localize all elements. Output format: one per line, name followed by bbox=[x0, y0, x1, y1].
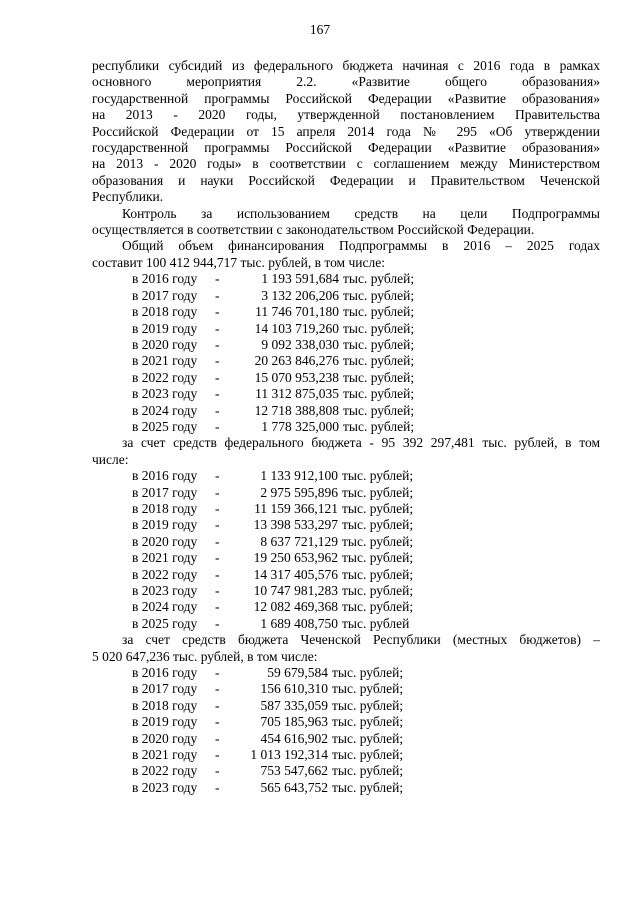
list-item: в 2017 году - 3 132 206,206 тыс. рублей; bbox=[132, 287, 415, 303]
year-label: в 2018 году bbox=[132, 500, 198, 516]
unit-label: тыс. рублей; bbox=[342, 517, 414, 533]
year-label: в 2021 году bbox=[132, 747, 198, 763]
list-item: в 2023 году - 11 312 875,035 тыс. рублей; bbox=[132, 386, 415, 402]
unit-label: тыс. рублей; bbox=[342, 468, 414, 484]
unit-label: тыс. рублей bbox=[342, 615, 410, 631]
year-label: в 2020 году bbox=[132, 533, 198, 549]
amount-value: 565 643,752 bbox=[260, 779, 328, 795]
amount-value: 1 193 591,684 bbox=[261, 271, 339, 287]
amount-value: 14 317 405,576 bbox=[253, 566, 338, 582]
list-item: в 2020 году - 454 616,902 тыс. рублей; bbox=[132, 730, 404, 746]
list-item: в 2025 году - 1 689 408,750 тыс. рублей bbox=[132, 615, 410, 631]
unit-label: тыс. рублей; bbox=[342, 599, 414, 615]
amount-value: 11 312 875,035 bbox=[255, 386, 339, 402]
amount-value: 1 689 408,750 bbox=[260, 615, 338, 631]
year-label: в 2025 году bbox=[132, 418, 198, 434]
list-item: в 2022 году - 753 547,662 тыс. рублей; bbox=[132, 763, 404, 779]
amount-value: 1 133 912,100 bbox=[260, 468, 338, 484]
list-item: в 2018 году - 587 335,059 тыс. рублей; bbox=[132, 697, 404, 713]
federal-by-year-list bbox=[92, 468, 600, 632]
intro-paragraph bbox=[92, 58, 600, 206]
amount-value: 705 185,963 bbox=[260, 714, 328, 730]
list-item: в 2024 году - 12 718 388,808 тыс. рублей; bbox=[132, 402, 415, 418]
list-item: в 2018 году - 11 746 701,180 тыс. рублей; bbox=[132, 304, 415, 320]
year-label: в 2022 году bbox=[132, 566, 198, 582]
intro-line: государственной программы Российской Федерации «Развитие образования» bbox=[92, 140, 600, 156]
list-item: в 2024 году - 12 082 469,368 тыс. рублей; bbox=[132, 599, 414, 615]
year-label: в 2023 году bbox=[132, 583, 198, 598]
year-label: в 2021 году bbox=[132, 550, 198, 566]
unit-label: тыс. рублей; bbox=[343, 386, 415, 402]
amount-value: 587 335,059 bbox=[260, 697, 328, 713]
year-label: в 2017 году bbox=[132, 484, 198, 500]
year-label: в 2021 году bbox=[132, 353, 198, 369]
amount-value: 156 610,310 bbox=[260, 681, 328, 697]
intro-line: образования и науки Российской Федерации и Правительством Чеченской bbox=[92, 172, 600, 188]
list-item: в 2017 году - 156 610,310 тыс. рублей; bbox=[132, 681, 404, 697]
intro-line: государственной программы Российской Федерации «Развитие образования» bbox=[92, 90, 600, 106]
list-item: в 2019 году - 705 185,963 тыс. рублей; bbox=[132, 714, 404, 730]
amount-value: 8 637 721,129 bbox=[260, 533, 338, 549]
list-item: в 2023 году - 10 747 981,283 тыс. рублей; bbox=[132, 583, 414, 598]
amount-value: 1 778 325,000 bbox=[261, 418, 339, 434]
amount-value: 3 132 206,206 bbox=[261, 287, 339, 303]
list-item: в 2016 году - 1 193 591,684 тыс. рублей; bbox=[132, 271, 415, 287]
year-label: в 2023 году bbox=[132, 779, 198, 795]
unit-label: тыс. рублей; bbox=[343, 287, 415, 303]
list-item: в 2018 году - 11 159 366,121 тыс. рублей; bbox=[132, 500, 414, 516]
year-label: в 2019 году bbox=[132, 320, 198, 336]
year-label: в 2017 году bbox=[132, 681, 198, 697]
unit-label: тыс. рублей; bbox=[343, 418, 415, 434]
list-item: в 2016 году - 1 133 912,100 тыс. рублей; bbox=[132, 468, 414, 484]
control-line: Контроль за использованием средств на цели Подпрограммы bbox=[122, 205, 600, 221]
list-item: в 2017 году - 2 975 595,896 тыс. рублей; bbox=[132, 484, 414, 500]
year-label: в 2023 году bbox=[132, 386, 198, 402]
amount-value: 1 013 192,314 bbox=[250, 747, 328, 763]
intro-line: Российской Федерации от 15 апреля 2014 года № 295 «Об утверждении bbox=[92, 123, 600, 139]
regional-by-year-list bbox=[92, 665, 600, 796]
unit-label: тыс. рублей; bbox=[342, 500, 414, 516]
unit-label: тыс. рублей; bbox=[343, 369, 415, 385]
amount-value: 10 747 981,283 bbox=[253, 583, 338, 598]
amount-value: 14 103 719,260 bbox=[254, 320, 339, 336]
federal-line: числе: bbox=[92, 451, 129, 467]
page-number: 167 bbox=[309, 22, 331, 37]
list-item: в 2021 году - 1 013 192,314 тыс. рублей; bbox=[132, 747, 404, 763]
year-label: в 2016 году bbox=[132, 665, 198, 681]
unit-label: тыс. рублей; bbox=[342, 533, 414, 549]
intro-line: на 2013 - 2020 годы» в соответствии с соглашением между Министерством bbox=[92, 156, 600, 172]
year-label: в 2017 году bbox=[132, 287, 198, 303]
amount-value: 9 092 338,030 bbox=[261, 336, 339, 352]
unit-label: тыс. рублей; bbox=[343, 402, 415, 418]
unit-label: тыс. рублей; bbox=[332, 747, 404, 763]
amount-value: 20 263 846,276 bbox=[254, 353, 339, 369]
regional-line: 5 020 647,236 тыс. рублей, в том числе: bbox=[92, 648, 318, 664]
total-line: Общий объем финансирования Подпрограммы в 2016 – 2025 годах bbox=[122, 238, 600, 254]
year-label: в 2025 году bbox=[132, 615, 198, 631]
federal-line: за счет средств федерального бюджета - 95 392 297,481 тыс. рублей, в том bbox=[122, 435, 600, 451]
list-item: в 2022 году - 14 317 405,576 тыс. рублей; bbox=[132, 566, 414, 582]
amount-value: 454 616,902 bbox=[260, 730, 328, 746]
unit-label: тыс. рублей; bbox=[342, 484, 414, 500]
unit-label: тыс. рублей; bbox=[342, 583, 414, 598]
amount-value: 753 547,662 bbox=[260, 763, 328, 779]
year-label: в 2024 году bbox=[132, 402, 198, 418]
year-label: в 2018 году bbox=[132, 304, 198, 320]
list-item: в 2022 году - 15 070 953,238 тыс. рублей; bbox=[132, 369, 415, 385]
intro-line: Республики. bbox=[92, 189, 164, 205]
list-item: в 2019 году - 14 103 719,260 тыс. рублей; bbox=[132, 320, 415, 336]
year-label: в 2019 году bbox=[132, 517, 198, 533]
unit-label: тыс. рублей; bbox=[343, 336, 415, 352]
year-label: в 2022 году bbox=[132, 369, 198, 385]
unit-label: тыс. рублей; bbox=[332, 681, 404, 697]
intro-line: основного мероприятия 2.2. «Развитие общего образования» bbox=[92, 74, 600, 90]
year-label: в 2020 году bbox=[132, 336, 198, 352]
unit-label: тыс. рублей; bbox=[332, 730, 404, 746]
unit-label: тыс. рублей; bbox=[332, 779, 404, 795]
total-line: составит 100 412 944,717 тыс. рублей, в том числе: bbox=[92, 254, 385, 270]
regional-line: за счет средств бюджета Чеченской Республики (местных бюджетов) – bbox=[122, 632, 600, 648]
unit-label: тыс. рублей; bbox=[343, 353, 415, 369]
unit-label: тыс. рублей; bbox=[332, 763, 404, 779]
unit-label: тыс. рублей; bbox=[343, 320, 415, 336]
list-item: в 2016 году - 59 679,584 тыс. рублей; bbox=[132, 665, 404, 681]
unit-label: тыс. рублей; bbox=[332, 714, 404, 730]
amount-value: 59 679,584 bbox=[267, 665, 328, 681]
amount-value: 12 082 469,368 bbox=[253, 599, 338, 615]
year-label: в 2018 году bbox=[132, 697, 198, 713]
total-financing-paragraph bbox=[92, 238, 600, 271]
amount-value: 2 975 595,896 bbox=[260, 484, 338, 500]
list-item: в 2025 году - 1 778 325,000 тыс. рублей; bbox=[132, 418, 415, 434]
year-label: в 2024 году bbox=[132, 599, 198, 615]
list-item: в 2021 году - 19 250 653,962 тыс. рублей; bbox=[132, 550, 414, 566]
year-label: в 2016 году bbox=[132, 271, 198, 287]
list-item: в 2020 году - 9 092 338,030 тыс. рублей; bbox=[132, 336, 415, 352]
amount-value: 15 070 953,238 bbox=[254, 369, 339, 385]
unit-label: тыс. рублей; bbox=[342, 550, 414, 566]
total-by-year-list bbox=[92, 271, 600, 435]
amount-value: 12 718 388,808 bbox=[254, 402, 339, 418]
federal-budget-paragraph bbox=[92, 435, 600, 468]
control-paragraph bbox=[92, 206, 600, 239]
intro-line: на 2013 - 2020 годы, утвержденной постановлением Правительства bbox=[92, 107, 600, 123]
list-item: в 2023 году - 565 643,752 тыс. рублей; bbox=[132, 779, 404, 795]
list-item: в 2020 году - 8 637 721,129 тыс. рублей; bbox=[132, 533, 414, 549]
amount-value: 11 746 701,180 bbox=[255, 304, 339, 320]
year-label: в 2022 году bbox=[132, 763, 198, 779]
unit-label: тыс. рублей; bbox=[342, 566, 414, 582]
list-item: в 2019 году - 13 398 533,297 тыс. рублей; bbox=[132, 517, 414, 533]
regional-budget-paragraph bbox=[92, 632, 600, 665]
list-item: в 2021 году - 20 263 846,276 тыс. рублей; bbox=[132, 353, 415, 369]
amount-value: 11 159 366,121 bbox=[254, 500, 338, 516]
amount-value: 13 398 533,297 bbox=[253, 517, 338, 533]
control-line: осуществляется в соответствии с законодательством Российской Федерации. bbox=[92, 222, 535, 238]
document-body bbox=[92, 58, 600, 796]
unit-label: тыс. рублей; bbox=[332, 697, 404, 713]
amount-value: 19 250 653,962 bbox=[253, 550, 338, 566]
unit-label: тыс. рублей; bbox=[332, 665, 404, 681]
year-label: в 2019 году bbox=[132, 714, 198, 730]
year-label: в 2016 году bbox=[132, 468, 198, 484]
intro-line: республики субсидий из федерального бюджета начиная с 2016 года в рамках bbox=[92, 58, 600, 73]
unit-label: тыс. рублей; bbox=[343, 271, 415, 287]
year-label: в 2020 году bbox=[132, 730, 198, 746]
unit-label: тыс. рублей; bbox=[343, 304, 415, 320]
